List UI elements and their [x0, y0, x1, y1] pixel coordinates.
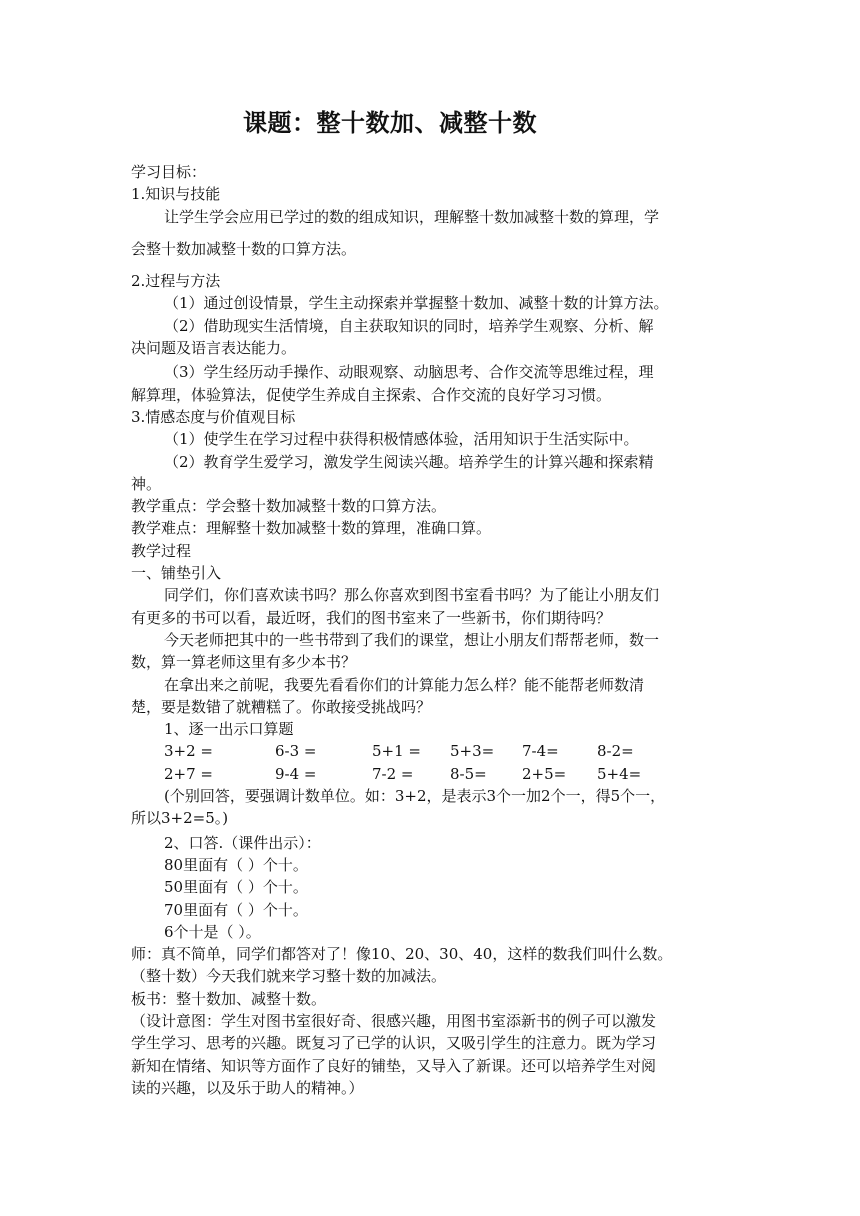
board-note: 板书：整十数加、减整十数。 [131, 989, 327, 1008]
objectives-heading: 学习目标： [131, 163, 207, 181]
oral-item: 6个十是（ ）。 [164, 922, 261, 941]
paragraph-line: 决问题及语言表达能力。 [131, 339, 297, 358]
paragraph-line: 今天老师把其中的一些书带到了我们的课堂，想让小朋友们帮帮老师，数一 [164, 630, 660, 649]
paragraph-line: 神。 [131, 474, 162, 493]
drill-item: 7-2 = [372, 764, 414, 783]
paragraph-line: 有更多的书可以看，最近呀，我们的图书室来了一些新书，你们期待吗？ [131, 608, 612, 627]
drill-item: 5+1 = [372, 742, 421, 761]
drill-item: 3+2 = [164, 742, 213, 761]
paragraph-line: （3）学生经历动手操作、动眼观察、动脑思考、合作交流等思维过程，理 [164, 363, 654, 382]
drill-item: 2+7 = [164, 764, 213, 783]
lesson-title: 课题：整十数加、减整十数 [243, 109, 537, 137]
design-note: 新知在情绪、知识等方面作了良好的铺垫，又导入了新课。还可以培养学生对阅 [131, 1056, 657, 1075]
paragraph-line: 数，算一算老师这里有多少本书？ [131, 653, 357, 672]
oral-item: 70里面有（ ）个十。 [164, 900, 308, 919]
paragraph-line: 同学们，你们喜欢读书吗？那么你喜欢到图书室看书吗？为了能让小朋友们 [164, 586, 660, 605]
design-note: （设计意图：学生对图书室很好奇、很感兴趣，用图书室添新书的例子可以激发 [131, 1011, 657, 1030]
teacher-line: （整十数）今天我们就来学习整十数的加减法。 [131, 967, 447, 986]
drill-row [131, 740, 737, 762]
paragraph-line: （2）借助现实生活情境，自主获取知识的同时，培养学生观察、分析、解 [164, 316, 654, 335]
drill-item: 7-4= [522, 742, 559, 761]
drill-item: 8-5= [450, 764, 487, 783]
lesson-body [131, 161, 737, 1099]
drill-item: 9-4 = [275, 764, 317, 783]
oral-heading: 2、口答.（课件出示）： [164, 833, 321, 852]
difficulty: 教学难点：理解整十数加减整十数的算理，准确口算。 [131, 519, 492, 538]
drill-item: 8-2= [597, 742, 634, 761]
paragraph-line: 楚，要是数错了就糟糕了。你敢接受挑战吗？ [131, 697, 432, 716]
oral-item: 50里面有（ ）个十。 [164, 878, 308, 897]
paragraph-line: （2）教育学生爱学习，激发学生阅读兴趣。培养学生的计算兴趣和探索精 [164, 452, 654, 471]
paragraph-line: （1）使学生在学习过程中获得积极情感体验，活用知识于生活实际中。 [164, 430, 639, 449]
drill-heading: 1、逐一出示口算题 [164, 720, 294, 739]
drill-item: 2+5= [522, 764, 567, 783]
section-heading: 3.情感态度与价值观目标 [131, 407, 296, 426]
part-heading: 一、铺垫引入 [131, 564, 222, 583]
section-heading: 2.过程与方法 [131, 272, 221, 291]
drill-item: 5+3= [450, 742, 495, 761]
drill-note: 所以3+2=5。) [131, 809, 229, 828]
section-heading: 1.知识与技能 [131, 185, 221, 204]
oral-item: 80里面有（ ）个十。 [164, 855, 308, 874]
process-heading: 教学过程 [131, 541, 192, 560]
key-point: 教学重点：学会整十数加减整十数的口算方法。 [131, 497, 447, 516]
teacher-line: 师：真不简单，同学们都答对了！像10、20、30、40，这样的数我们叫什么数。 [131, 945, 673, 964]
design-note: 学生学习、思考的兴趣。既复习了已学的认识，又吸引学生的注意力。既为学习 [131, 1034, 657, 1053]
paragraph-line: 在拿出来之前呢，我要先看看你们的计算能力怎么样？能不能帮老师数清 [164, 675, 645, 694]
drill-note: (个别回答，要强调计数单位。如：3+2，是表示3个一加2个一，得5个一， [164, 787, 666, 806]
drill-row [131, 763, 737, 785]
paragraph-line: （1）通过创设情景，学生主动探索并掌握整十数加、减整十数的计算方法。 [164, 294, 669, 313]
drill-item: 6-3 = [275, 742, 317, 761]
paragraph-line: 让学生学会应用已学过的数的组成知识，理解整十数加减整十数的算理，学 [164, 207, 660, 226]
paragraph-line: 解算理，体验算法，促使学生养成自主探索、合作交流的良好学习习惯。 [131, 385, 612, 404]
paragraph-line: 会整十数加减整十数的口算方法。 [131, 239, 357, 258]
drill-item: 5+4= [597, 764, 642, 783]
design-note: 读的兴趣，以及乐于助人的精神。） [131, 1078, 364, 1097]
